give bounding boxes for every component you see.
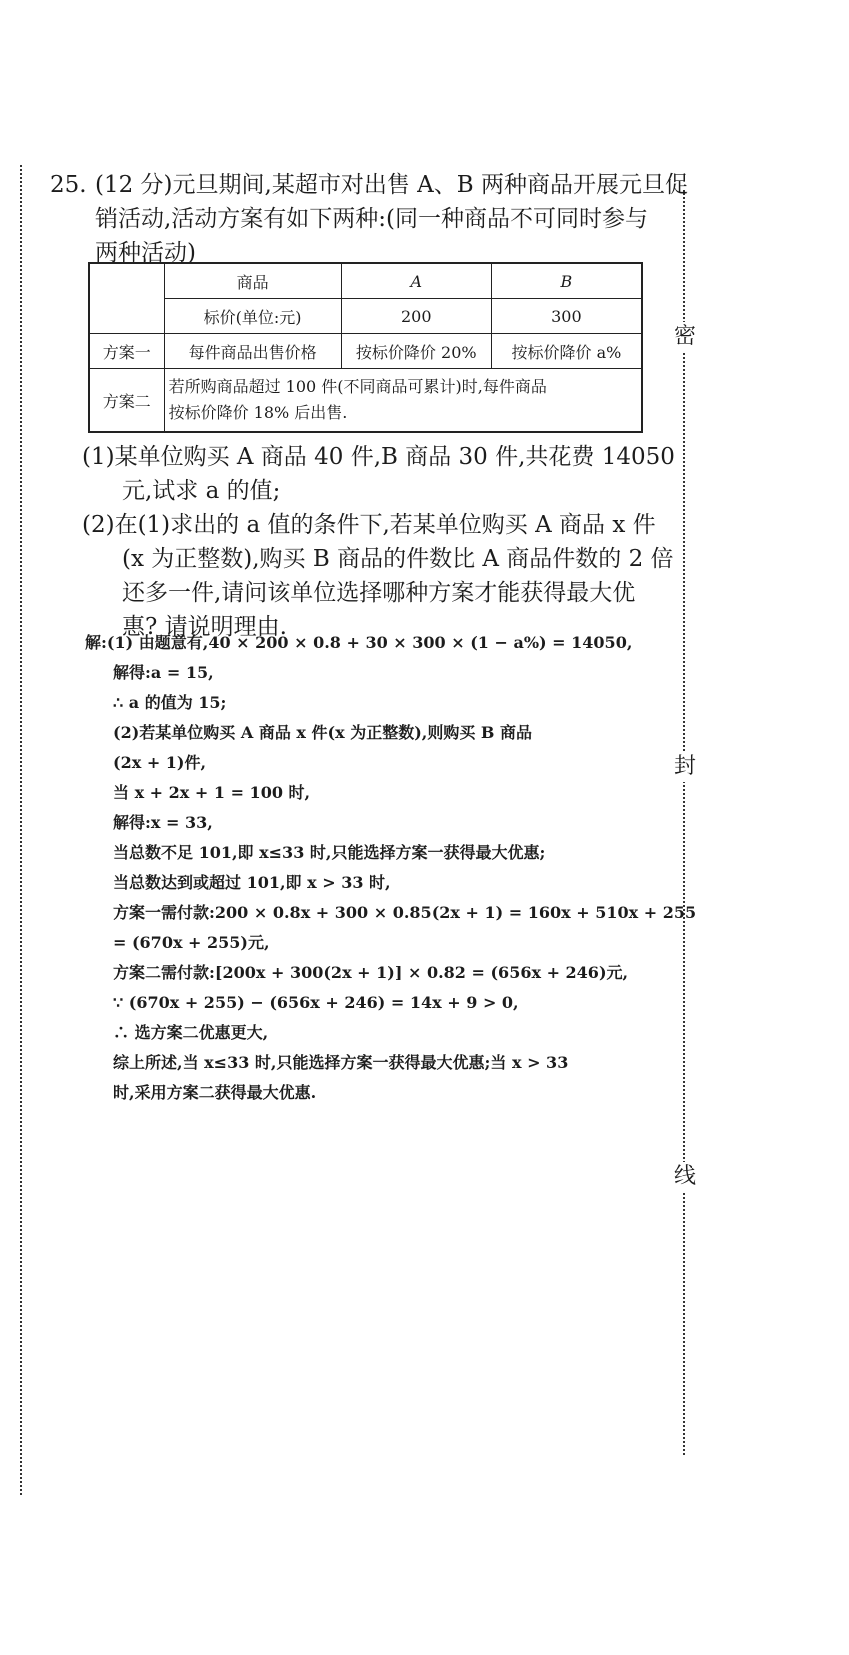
solution-line: = (670x + 255)元, xyxy=(113,933,270,952)
table-row xyxy=(89,263,642,299)
solution-line: 解得:a = 15, xyxy=(113,663,214,682)
question-line-3: 两种活动) xyxy=(95,240,196,266)
seal-char-feng: 封 xyxy=(670,752,700,782)
plan1-label: 方案一 xyxy=(89,334,164,369)
solution-line: 时,采用方案二获得最大优惠. xyxy=(113,1083,317,1102)
solution-line: (2)若某单位购买 A 商品 x 件(x 为正整数),则购买 B 商品 xyxy=(113,723,532,742)
solution-line: 当 x + 2x + 1 = 100 时, xyxy=(113,783,311,802)
part-2-line-4: 惠? 请说明理由. xyxy=(122,614,287,640)
plan1-a: 按标价降价 20% xyxy=(341,334,491,369)
header-b: B xyxy=(491,263,642,299)
plan1-desc: 每件商品出售价格 xyxy=(164,334,341,369)
solution-line: 解得:x = 33, xyxy=(113,813,213,832)
left-dotted-rule xyxy=(20,165,22,1495)
price-a: 200 xyxy=(341,299,491,334)
solution-line: ∴ a 的值为 15; xyxy=(113,693,227,712)
solution-line: 解:(1) 由题意有,40 × 200 × 0.8 + 30 × 300 × (1 − a%) = 14050, xyxy=(85,633,633,652)
part-1 xyxy=(82,440,675,508)
plan2-line-2: 按标价降价 18% 后出售. xyxy=(168,403,348,422)
table-row xyxy=(89,369,642,433)
part-2-line-3: 还多一件,请问该单位选择哪种方案才能获得最大优 xyxy=(122,580,636,606)
solution-line: 方案一需付款:200 × 0.8x + 300 × 0.85(2x + 1) = 160x + 510x + 255 xyxy=(113,903,697,922)
price-b: 300 xyxy=(491,299,642,334)
solution-line: 当总数不足 101,即 x≤33 时,只能选择方案一获得最大优惠; xyxy=(113,843,546,862)
question-line-1: (12 分)元旦期间,某超市对出售 A、B 两种商品开展元旦促 xyxy=(95,172,688,198)
plan2-desc xyxy=(164,369,642,433)
header-goods: 商品 xyxy=(164,263,341,299)
solution-line: 方案二需付款:[200x + 300(2x + 1)] × 0.82 = (656x + 246)元, xyxy=(113,963,629,982)
price-label: 标价(单位:元) xyxy=(164,299,341,334)
solution-line: 当总数达到或超过 101,即 x > 33 时, xyxy=(113,873,391,892)
part-2-line-1: (2)在(1)求出的 a 值的条件下,若某单位购买 A 商品 x 件 xyxy=(82,512,656,538)
table-row xyxy=(89,299,642,334)
seal-char-xian: 线 xyxy=(670,1162,700,1192)
solution-line: 综上所述,当 x≤33 时,只能选择方案一获得最大优惠;当 x > 33 xyxy=(113,1053,569,1072)
plan1-b: 按标价降价 a% xyxy=(491,334,642,369)
question-line-2: 销活动,活动方案有如下两种:(同一种商品不可同时参与 xyxy=(95,206,649,232)
part-2-line-2: (x 为正整数),购买 B 商品的件数比 A 商品件数的 2 倍 xyxy=(122,546,674,572)
table-corner-cell xyxy=(89,263,164,334)
header-a: A xyxy=(341,263,491,299)
seal-char-mi: 密 xyxy=(670,322,700,352)
table-row xyxy=(89,334,642,369)
plan2-line-1: 若所购商品超过 100 件(不同商品可累计)时,每件商品 xyxy=(168,377,547,396)
solution-line: (2x + 1)件, xyxy=(113,753,207,772)
part-1-line-1: (1)某单位购买 A 商品 40 件,B 商品 30 件,共花费 14050 xyxy=(82,444,675,470)
part-1-line-2: 元,试求 a 的值; xyxy=(122,478,281,504)
solution-line: ∵ (670x + 255) − (656x + 246) = 14x + 9 > 0, xyxy=(113,993,519,1012)
solution-block xyxy=(85,628,697,1108)
plan2-label: 方案二 xyxy=(89,369,164,433)
question-number: 25. xyxy=(50,172,87,198)
promotion-table xyxy=(88,262,643,433)
solution-line: ∴ 选方案二优惠更大, xyxy=(113,1023,269,1042)
part-2 xyxy=(82,508,674,644)
binding-dotted-line xyxy=(683,190,685,1455)
